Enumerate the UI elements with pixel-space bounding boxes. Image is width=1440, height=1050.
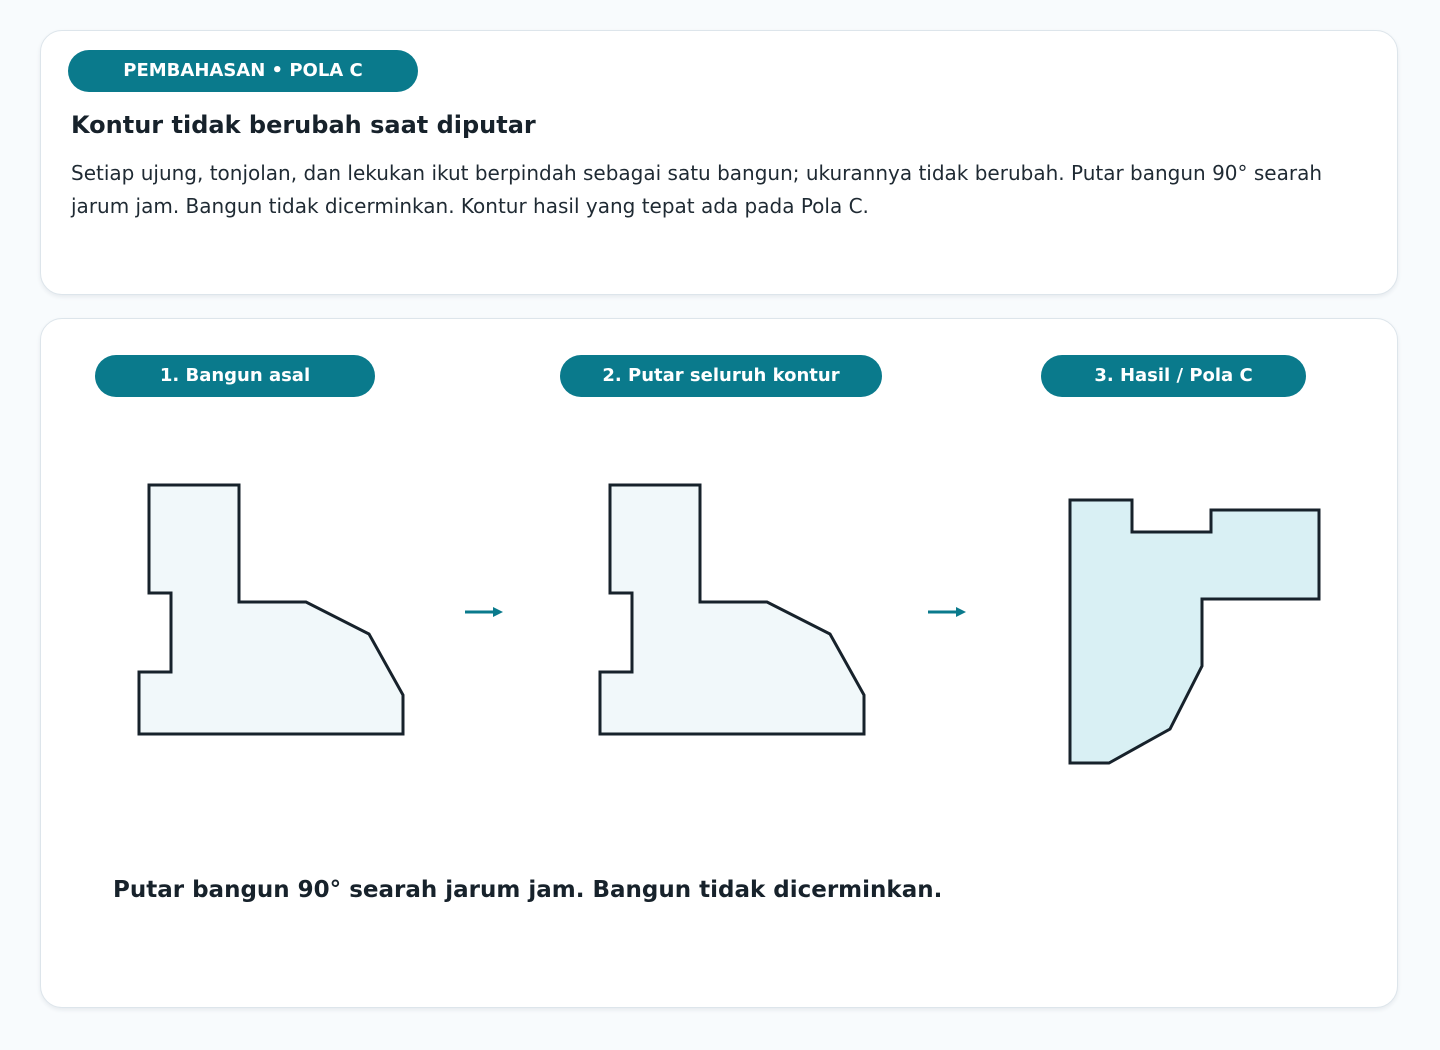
original-shape	[139, 485, 403, 734]
section-badge: PEMBAHASAN • POLA C	[68, 50, 418, 92]
explanation-card	[40, 30, 1398, 295]
step-2-label: 2. Putar seluruh kontur	[560, 355, 882, 397]
explanation-title: Kontur tidak berubah saat diputar	[71, 111, 536, 139]
explanation-body: Setiap ujung, tonjolan, dan lekukan ikut berpindah sebagai satu bangun; ukurannya tidak berubah. Putar bangun 90° searah jarum jam. Bangun tidak dicerminkan. Kontur hasil yang tepat ada pada Pola C.	[71, 161, 1323, 218]
step-3-label: 3. Hasil / Pola C	[1041, 355, 1306, 397]
diagram-card	[40, 318, 1398, 1008]
rotation-diagram	[41, 319, 1397, 1007]
step-1-label: 1. Bangun asal	[95, 355, 375, 397]
result-shape-pola-c	[1070, 500, 1319, 763]
diagram-caption: Putar bangun 90° searah jarum jam. Bangun tidak dicerminkan.	[113, 877, 943, 903]
rotating-shape	[600, 485, 864, 734]
